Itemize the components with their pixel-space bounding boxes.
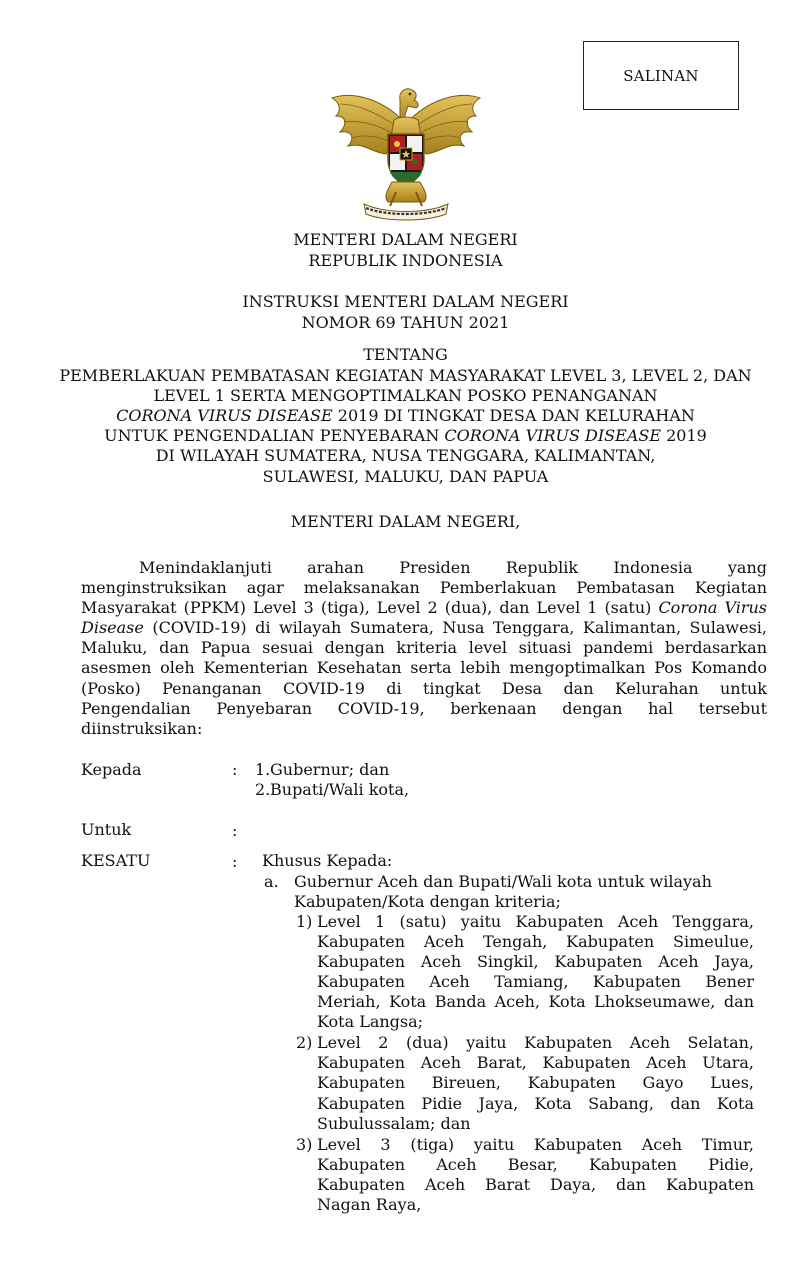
level2-line2: Kabupaten Aceh Barat, Kabupaten Aceh Utara,	[317, 1053, 754, 1072]
preamble-paragraph	[81, 558, 767, 739]
level1-line1: Level 1 (satu) yaitu Kabupaten Aceh Tenggara,	[317, 912, 754, 931]
preamble-line1	[81, 558, 767, 578]
level2-number: 2)	[296, 1033, 313, 1052]
preamble-line4-rest: (COVID-19) di wilayah Sumatera, Nusa Tenggara, Kalimantan, Sulawesi,	[143, 618, 767, 638]
preamble-line9: diinstruksikan:	[81, 718, 203, 738]
preamble-line8: Pengendalian Penyebaran COVID-19, berkenaan dengan hal tersebut	[81, 698, 767, 718]
salinan-label: SALINAN	[623, 66, 699, 85]
level3-line3: Kabupaten Aceh Barat Daya, dan Kabupaten	[317, 1175, 754, 1194]
subject-line3	[0, 406, 811, 426]
salinan-stamp-box	[583, 41, 739, 110]
subject-line4-italic: CORONA VIRUS DISEASE	[444, 426, 662, 445]
preamble-line4-italic: Disease	[81, 618, 144, 638]
level1-line6: Kota Langsa;	[317, 1012, 424, 1031]
kesatu-colon: :	[232, 852, 238, 871]
kepada-item1: Gubernur; dan	[270, 760, 390, 779]
untuk-colon: :	[232, 821, 238, 840]
subject-line4-pre: UNTUK PENGENDALIAN PENYEBARAN	[104, 426, 445, 445]
level1-line5: Meriah, Kota Banda Aceh, Kota Lhokseumawe, dan	[317, 992, 754, 1011]
level2-line5: Subulussalam; dan	[317, 1114, 471, 1133]
kepada-item2-number: 2.	[255, 780, 271, 799]
minister-title-line1: MENTERI DALAM NEGERI	[293, 230, 518, 249]
level1-number: 1)	[296, 912, 313, 931]
untuk-label: Untuk	[81, 820, 132, 839]
tentang-heading: TENTANG	[363, 345, 448, 364]
kesatu-label: KESATU	[81, 851, 151, 870]
subject-line3-italic: CORONA VIRUS DISEASE	[116, 406, 333, 425]
subject-line1: PEMBERLAKUAN PEMBATASAN KEGIATAN MASYARAKAT LEVEL 3, LEVEL 2, DAN	[59, 366, 752, 385]
preamble-line6: asesmen oleh Kementerian Kesehatan serta lebih mengoptimalkan Pos Komando	[81, 658, 767, 678]
subject-line4	[0, 426, 811, 446]
signatory-heading: MENTERI DALAM NEGERI,	[290, 512, 521, 531]
item-a-marker: a.	[264, 872, 279, 891]
preamble-line7: (Posko) Penanganan COVID-19 di tingkat Desa dan Kelurahan untuk	[81, 678, 767, 698]
preamble-line2: menginstruksikan agar melaksanakan Pemberlakuan Pembatasan Kegiatan	[81, 578, 767, 598]
level1-line4: Kabupaten Aceh Tamiang, Kabupaten Bener	[317, 972, 754, 991]
kepada-label: Kepada	[81, 760, 142, 779]
level3-line2: Kabupaten Aceh Besar, Kabupaten Pidie,	[317, 1155, 754, 1174]
instruction-number: NOMOR 69 TAHUN 2021	[301, 313, 510, 332]
preamble-line5: Maluku, dan Papua sesuai dengan kriteria level situasi pandemi berdasarkan	[81, 638, 767, 658]
instruction-title: INSTRUKSI MENTERI DALAM NEGERI	[242, 292, 569, 311]
kepada-item1-number: 1.	[255, 760, 271, 779]
level1-line2: Kabupaten Aceh Tengah, Kabupaten Simeulue,	[317, 932, 754, 951]
garuda-pancasila-emblem	[326, 82, 486, 222]
preamble-line3-pre: Masyarakat (PPKM) Level 3 (tiga), Level 2 (dua), dan Level 1 (satu)	[81, 598, 659, 618]
level3-line4: Nagan Raya,	[317, 1195, 422, 1214]
level1-line3: Kabupaten Aceh Singkil, Kabupaten Aceh Jaya,	[317, 952, 754, 971]
subject-line3-rest: 2019 DI TINGKAT DESA DAN KELURAHAN	[332, 406, 695, 425]
kesatu-intro: Khusus Kepada:	[262, 851, 393, 870]
preamble-line3	[81, 598, 767, 618]
kepada-colon: :	[232, 760, 238, 779]
item-a-line2: Kabupaten/Kota dengan kriteria;	[294, 892, 561, 911]
subject-line6: SULAWESI, MALUKU, DAN PAPUA	[262, 467, 549, 486]
subject-line2: LEVEL 1 SERTA MENGOPTIMALKAN POSKO PENANGANAN	[153, 386, 658, 405]
item-a-line1: Gubernur Aceh dan Bupati/Wali kota untuk wilayah	[294, 872, 712, 891]
preamble-line4	[81, 618, 767, 638]
level2-line4: Kabupaten Pidie Jaya, Kota Sabang, dan Kota	[317, 1094, 754, 1113]
level3-line1: Level 3 (tiga) yaitu Kabupaten Aceh Timur,	[317, 1135, 754, 1154]
preamble-line3-italic: Corona Virus	[658, 598, 768, 618]
kepada-item2: Bupati/Wali kota,	[270, 780, 410, 799]
preamble-line1-text: Menindaklanjuti arahan Presiden Republik Indonesia yang	[139, 558, 767, 577]
level3-number: 3)	[296, 1135, 313, 1154]
minister-title-line2: REPUBLIK INDONESIA	[308, 251, 503, 270]
subject-line4-post: 2019	[661, 426, 707, 445]
level2-line1: Level 2 (dua) yaitu Kabupaten Aceh Selatan,	[317, 1033, 754, 1052]
subject-line5: DI WILAYAH SUMATERA, NUSA TENGGARA, KALIMANTAN,	[155, 446, 656, 465]
level2-line3: Kabupaten Bireuen, Kabupaten Gayo Lues,	[317, 1073, 754, 1092]
